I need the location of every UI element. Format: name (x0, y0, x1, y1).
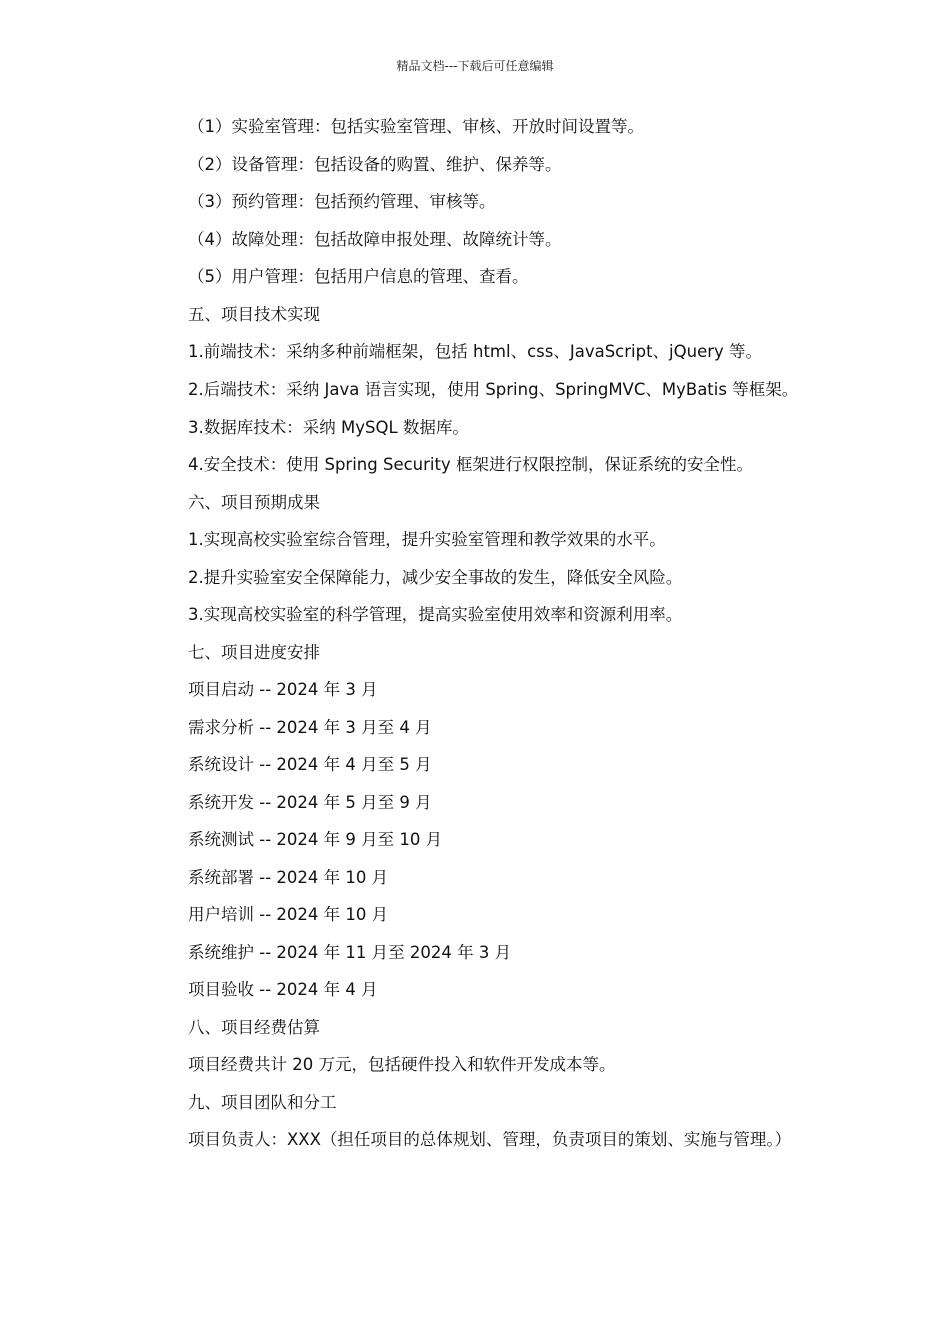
page-header: 精品文档---下载后可任意编辑 (396, 59, 554, 73)
schedule-item: 系统测试 -- 2024 年 9 月至 10 月 (188, 830, 443, 849)
section-heading-team: 九、项目团队和分工 (188, 1092, 337, 1112)
team-lead: 项目负责人：XXX（担任项目的总体规划、管理，负责项目的策划、实施与管理。） (188, 1130, 792, 1149)
outcome-3: 3.实现高校实验室的科学管理，提高实验室使用效率和资源利用率。 (188, 605, 683, 624)
schedule-item: 需求分析 -- 2024 年 3 月至 4 月 (188, 717, 432, 737)
list-item-equipment-management: （2）设备管理：包括设备的购置、维护、保养等。 (188, 154, 562, 174)
schedule-item: 项目启动 -- 2024 年 3 月 (188, 680, 378, 699)
outcome-1: 1.实现高校实验室综合管理，提升实验室管理和教学效果的水平。 (188, 530, 666, 549)
schedule-item: 系统开发 -- 2024 年 5 月至 9 月 (188, 792, 432, 812)
tech-frontend: 1.前端技术：采纳多种前端框架，包括 html、css、JavaScript、jQuery 等。 (188, 342, 763, 361)
section-heading-tech: 五、项目技术实现 (188, 304, 320, 324)
schedule-item: 系统设计 -- 2024 年 4 月至 5 月 (188, 755, 432, 774)
schedule-item: 项目验收 -- 2024 年 4 月 (188, 980, 378, 999)
list-item-fault-handling: （4）故障处理：包括故障申报处理、故障统计等。 (188, 229, 562, 249)
budget-text: 项目经费共计 20 万元，包括硬件投入和软件开发成本等。 (188, 1055, 616, 1074)
document-body (143, 115, 803, 1166)
tech-database: 3.数据库技术：采纳 MySQL 数据库。 (188, 417, 469, 437)
list-item-lab-management: （1）实验室管理：包括实验室管理、审核、开放时间设置等。 (188, 117, 644, 136)
schedule-item: 用户培训 -- 2024 年 10 月 (188, 905, 389, 924)
section-heading-schedule: 七、项目进度安排 (188, 642, 320, 662)
section-heading-outcomes: 六、项目预期成果 (188, 492, 320, 512)
outcome-2: 2.提升实验室安全保障能力，减少安全事故的发生，降低安全风险。 (188, 567, 683, 587)
section-heading-budget: 八、项目经费估算 (188, 1017, 320, 1037)
list-item-user-management: （5）用户管理：包括用户信息的管理、查看。 (188, 267, 529, 286)
tech-security: 4.安全技术：使用 Spring Security 框架进行权限控制，保证系统的安全性。 (188, 455, 753, 474)
tech-backend: 2.后端技术：采纳 Java 语言实现，使用 Spring、SpringMVC、MyBatis 等框架。 (188, 379, 799, 399)
schedule-item: 系统部署 -- 2024 年 10 月 (188, 867, 389, 887)
schedule-item: 系统维护 -- 2024 年 11 月至 2024 年 3 月 (188, 942, 512, 962)
list-item-reservation-management: （3）预约管理：包括预约管理、审核等。 (188, 192, 496, 211)
